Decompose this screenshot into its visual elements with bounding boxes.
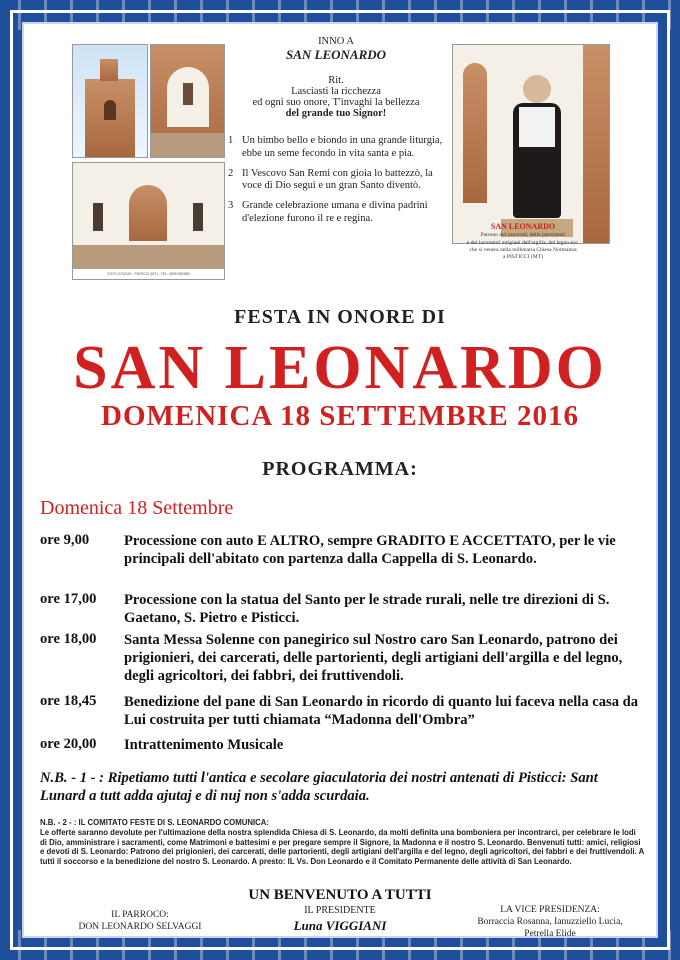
hymn-title-line1: INNO A [318, 36, 354, 47]
saint-caption-line: Patrono dei carcerati, delle partorienti [480, 232, 566, 239]
saint-caption-line: e dei lavoratori artigiani dell'argilla, del legno ecc. [466, 239, 580, 246]
saint-statue-photo [452, 44, 610, 244]
event-date: DOMENICA 18 SETTEMBRE 2016 [101, 400, 579, 432]
hymn-title: SAN LEONARDO [285, 47, 387, 62]
program-text: Benedizione del pane di San Leonardo in ricordo di quanto lui faceva nella casa da Lui costruita per tutti chiamata “Madonna dell'Ombra” [124, 694, 639, 729]
program-time: ore 20,00 [40, 736, 97, 752]
programma-heading: PROGRAMMA: [262, 458, 418, 480]
saint-name: SAN LEONARDO [490, 222, 556, 231]
photo-credit: FOTO STUDIO - PISTICCI (MT) - TEL. 0835 582580 [73, 269, 224, 279]
vice-names-line1: Borraccia Rosanna, Ianuzziello Lucia, [477, 917, 623, 927]
refrain-line2: ed ogni suo onore, T'invaghì la bellezza [252, 97, 420, 108]
hymn-block [228, 36, 444, 226]
program-time: ore 17,00 [40, 591, 97, 607]
parroco-name: DON LEONARDO SELVAGGI [78, 922, 202, 932]
hymn-verse: 3 Grande celebrazione umana e divina padrini d'elezione furono il re e regina. [228, 200, 428, 224]
presidente-label: IL PRESIDENTE [304, 905, 376, 916]
church-entrance-photo [150, 44, 225, 158]
saint-caption-line: a PISTICCI (MT) [502, 254, 544, 261]
program-text: Processione con la statua del Santo per le strade rurali, nelle tre direzioni di S. Gaetano, S. Pietro e Pisticci. [124, 592, 610, 627]
program-time: ore 18,45 [40, 693, 97, 709]
day-heading: Domenica 18 Settembre [40, 497, 234, 519]
vice-names-line2: Petrella Elide [524, 929, 576, 939]
hymn-verse: 1 Un bimbo bello e biondo in una grande liturgia, ebbe un seme fecondo in vita santa e pia. [228, 135, 443, 159]
main-title: SAN LEONARDO [73, 334, 607, 402]
program-text: Santa Messa Solenne con panegirico sul Nostro caro San Leonardo, patrono dei prigionieri, dei carcerati, delle partorienti, degli artigiani dell'argilla e del legno, degli agricoltori, dei fabbri, dei fruttivendoli. [124, 632, 623, 685]
saint-caption-line: che si venera nella millenaria Chiesa Normanna [469, 246, 577, 253]
program-time: ore 9,00 [40, 532, 90, 548]
presidente-name: Luna VIGGIANI [293, 918, 387, 933]
program-text: Intrattenimento Musicale [124, 737, 284, 753]
church-exterior-photo [72, 44, 148, 158]
refrain-line1: Lasciasti la ricchezza [291, 86, 381, 97]
nb2-title: N.B. - 2 - : IL COMITATO FESTE DI S. LEONARDO COMUNICA: [40, 818, 269, 827]
program-time: ore 18,00 [40, 631, 97, 647]
welcome-text: UN BENVENUTO A TUTTI [248, 887, 432, 903]
nb1-note: N.B. - 1 - : Ripetiamo tutti l'antica e secolare giaculatoria dei nostri antenati di Pisticci: Sant Lunard a tutt adda ajutaj e di nuj non s'adda scurdaia. [40, 770, 598, 805]
church-interior-photo [72, 162, 225, 280]
festa-heading: FESTA IN ONORE DI [234, 306, 446, 328]
program-text: Processione con auto E ALTRO, sempre GRADITO E ACCETTATO, per le vie principali dell'abitato con partenza dalla Cappella di S. Leonardo. [124, 533, 616, 568]
saint-caption [434, 222, 612, 261]
vice-label: LA VICE PRESIDENZA: [500, 905, 600, 915]
hymn-verse: 2 Il Vescovo San Remi con gioia lo battezzò, la voce di Dio seguì e un gran Santo diventò. [228, 167, 433, 192]
refrain-label: Rit. [328, 75, 344, 86]
refrain-line3: del grande tuo Signor! [285, 108, 387, 119]
nb2-body: Le offerte saranno devolute per l'ultimazione della nostra splendida Chiesa di S. Leonardo, da molti definita una bomboniera per incontrarci, per celebrare le lodi di Dio, amministrare i sacramenti, come Matrimoni e battesimi e per pregare sempre il Signore, la Madonna e il nostro S. Leonardo. Benvenuti tutti: amici, religiosi e devoti di S. Leonardo: Patrono dei prigionieri, dei carcerati, delle partorienti, degli artigiani dell'argilla e del legno, degli agricoltori, dei fabbri e dei fruttivendoli. A tutti il soccorso e la benedizione del nostro S. Leonardo. A presto: IL Vs. Don Leonardo e il Comitato Permanente delle attività di San Leonardo. [40, 828, 644, 867]
parroco-label: IL PARROCO: [111, 910, 169, 920]
